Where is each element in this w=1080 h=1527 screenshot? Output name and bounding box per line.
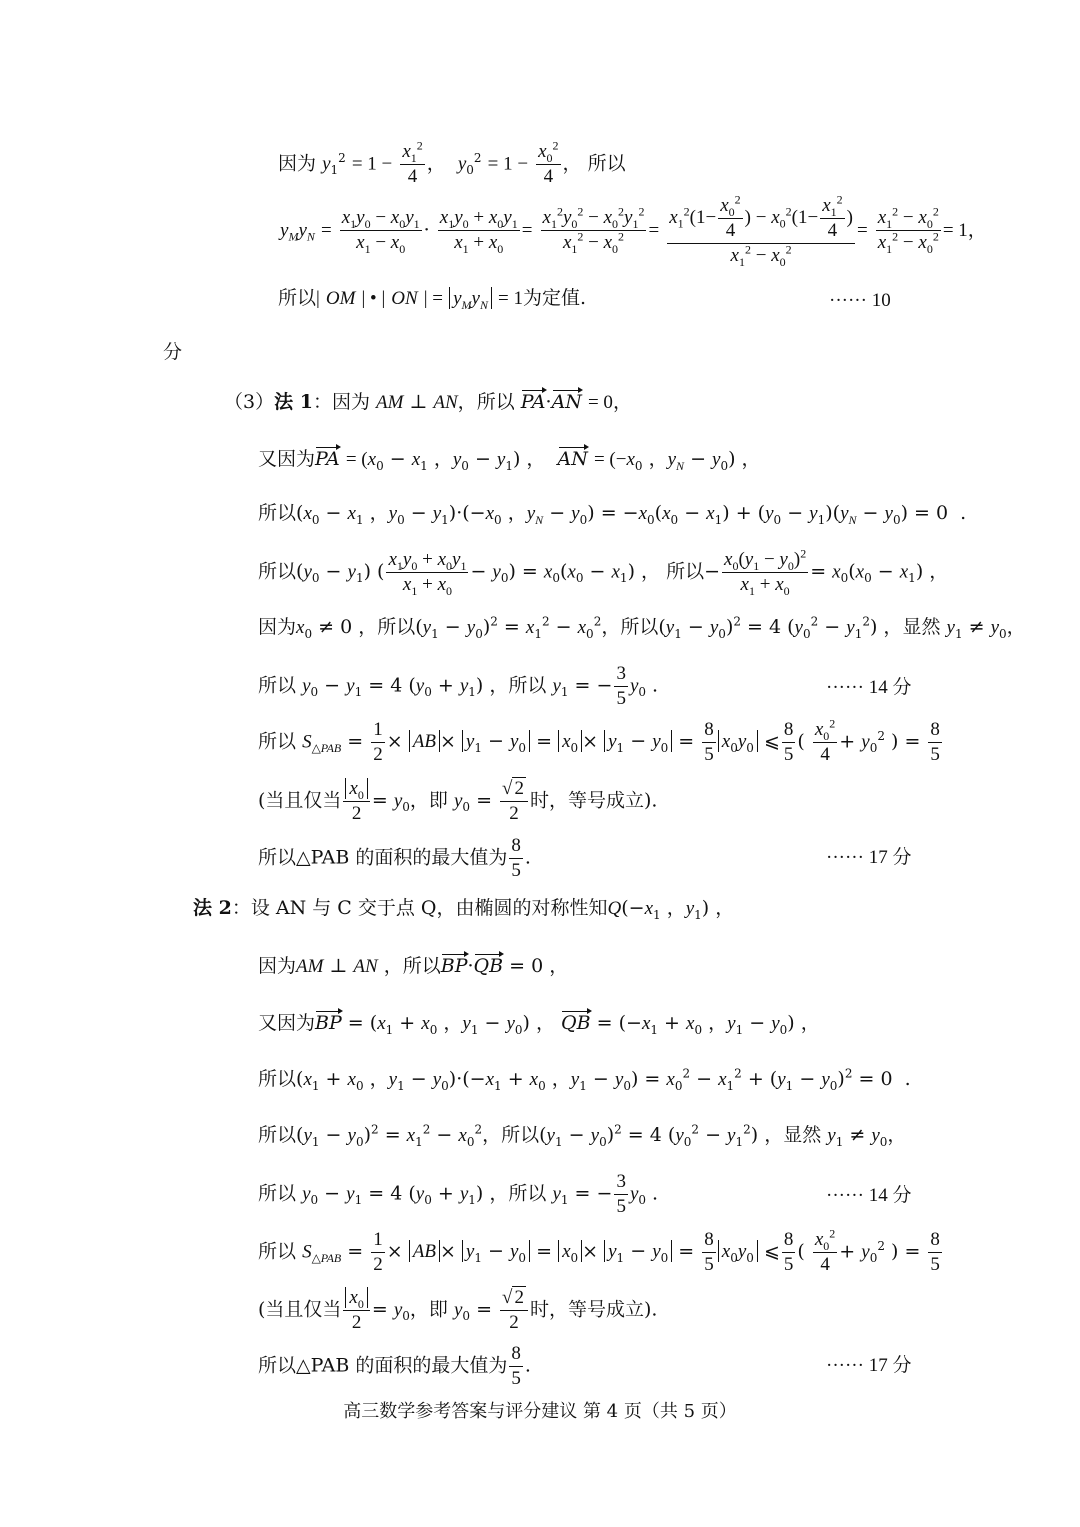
m2-heading: 法 2：设 AN 与 C 交于点 Q，由椭圆的对称性知$Q(-x_1$ ，$y_1$) ， <box>193 897 735 922</box>
score-unit-fen: 分 <box>163 341 183 363</box>
score-14-m1: ······ 14 分 <box>826 677 912 698</box>
m2-equality-condition: (当且仅当 $\frac{x_0}{2}$ = $y_0$，即 $y_0$ = $\frac{√ 2}{2}$ 时，等号成立). <box>258 1287 658 1333</box>
score-17-m1: ······ 17 分 <box>826 847 912 868</box>
m1-area-bound: 所以 $S_{\triangle PAB}$ = $\frac{1}{2}$ × AB × $y_1 - y_0 = x_0 \times y_1 - y_0$ = $\frac{8}{5}$ $x_0y_0$ ⩽ $\frac{8}{5}$ ( $\frac{x_0^2}{4}$ + $y_0^2$ ) = $\frac{8}{5}$ <box>258 716 940 765</box>
m1-max-area: 所以△PAB 的面积的最大值为 $\frac{8}{5}$ . <box>258 835 531 881</box>
line-om-on-constant: 所以| OM | • | ON | = $y_My_N = 1$为定值. <box>278 287 587 312</box>
m1-vectors: 又因为PA = ($x_0 - x_1$ ，$y_0 - y_1$) ， AN = ($-x_0$ ，$y_N - y_0$) ， <box>258 448 761 473</box>
m1-dot-product: 所以($x_0 - x_1$ ，$y_0 - y_1)\cdot(-x_0$ ，$y_N - y_0) = -x_0(x_0 - x_1) + (y_0 - y_1)(y_N - y_0) = 0$ . <box>258 502 967 527</box>
score-14-m2: ······ 14 分 <box>826 1185 912 1206</box>
m2-y1-value: 所以 $y_0 - y_1 = 4$ $(y_0 + y_1)$ ，所以 $y_1$ = − $\frac{3}{5}$ $y_0$ . <box>258 1171 659 1217</box>
m1-substitute: 所以$(y_0 - y_1)$ ( $\frac{x_1y_0 + x_0y_1}{x_1 + x_0}$ − $y_0) = x_0(x_0 - x_1)$ ， 所以− $\frac{x_0(y_1 - y_0)^2}{x_1 + x_0}$ = $x_0(x_0 - x_1)$ ， <box>258 546 949 598</box>
line-ellipse-relations: 因为 $y_1^2 = 1$ − $\frac{x_1^2}{4}$ ， $y_0^2 = 1$ − $\frac{x_0^2}{4}$ ， 所以 <box>278 138 626 187</box>
part3-method1-heading: （3）法 1：因为 AM ⊥ AN，所以 PA·AN = 0， <box>224 391 632 413</box>
m2-max-area: 所以△PAB 的面积的最大值为 $\frac{8}{5}$ . <box>258 1343 531 1389</box>
m2-perpendicular: 因为AM ⊥ AN ，所以BP·QB = 0 ， <box>258 955 569 977</box>
m1-y1-value: 所以 $y_0 - y_1 = 4$ $(y_0 + y_1)$ ，所以 $y_1$ = − $\frac{3}{5}$ $y_0$ . <box>258 663 659 709</box>
page-footer: 高三数学参考答案与评分建议 第 4 页（共 5 页） <box>343 1401 737 1422</box>
score-10: ······ 10 <box>829 290 891 311</box>
m2-area-bound: 所以 $S_{\triangle PAB}$ = $\frac{1}{2}$ × AB × $y_1 - y_0 = x_0 \times y_1 - y_0$ = $\frac{8}{5}$ $x_0y_0$ ⩽ $\frac{8}{5}$ ( $\frac{x_0^2}{4}$ + $y_0^2$ ) = $\frac{8}{5}$ <box>258 1226 940 1275</box>
m2-vectors: 又因为BP = ($x_1 + x_0$ ，$y_1 - y_0$) ， QB = ($-x_1 + x_0$ ，$y_1 - y_0$) ， <box>258 1012 820 1037</box>
m1-equality-condition: (当且仅当 $\frac{x_0}{2}$ = $y_0$，即 $y_0$ = $\frac{√ 2}{2}$ 时，等号成立). <box>258 778 658 824</box>
m2-square-relation: 所以$(y_1 - y_0)^2 = x_1^2 - x_0^2$，所以$(y_1 - y_0)^2 = 4$ $(y_0^2 - y_1^2)$ ，显然 $y_1 \ne y_0$， <box>258 1122 907 1149</box>
score-17-m2: ······ 17 分 <box>826 1355 912 1376</box>
m1-square-relation: 因为$x_0 \ne 0$ ，所以$(y_1 - y_0)^2 = x_1^2 - x_0^2$，所以$(y_1 - y_0)^2 = 4$ $(y_0^2 - y_1^2)$ ，显然 $y_1 \ne y_0$， <box>258 614 1026 641</box>
m2-dot-product: 所以($x_1 + x_0$ ，$y_1 - y_0)\cdot(-x_1 + x_0$ ，$y_1 - y_0) = x_0^2 - x_1^2 + (y_1 - y_0)^2 = 0$ . <box>258 1066 911 1093</box>
line-product-yM-yN: $y_My_N$ = $\frac{x_1y_0 - x_0y_1}{x_1 - x_0}$ · $\frac{x_1y_0 + x_0y_1}{x_1 + x_0}$ = $\frac{x_1^2y_0^2 - x_0^2y_1^2}{x_1^2 - x_0^2}$ = $x_1^2(1-$ $\frac{x_0^2}{4}$ ) − $x_0^2(1-$ $\frac{x_1^2}{4}$ ) $x_1^2 - x_0^2$ = $\frac{x_1^2 - x_0^2}{x_1^2 - x_0^2}$ = 1， <box>280 192 987 269</box>
